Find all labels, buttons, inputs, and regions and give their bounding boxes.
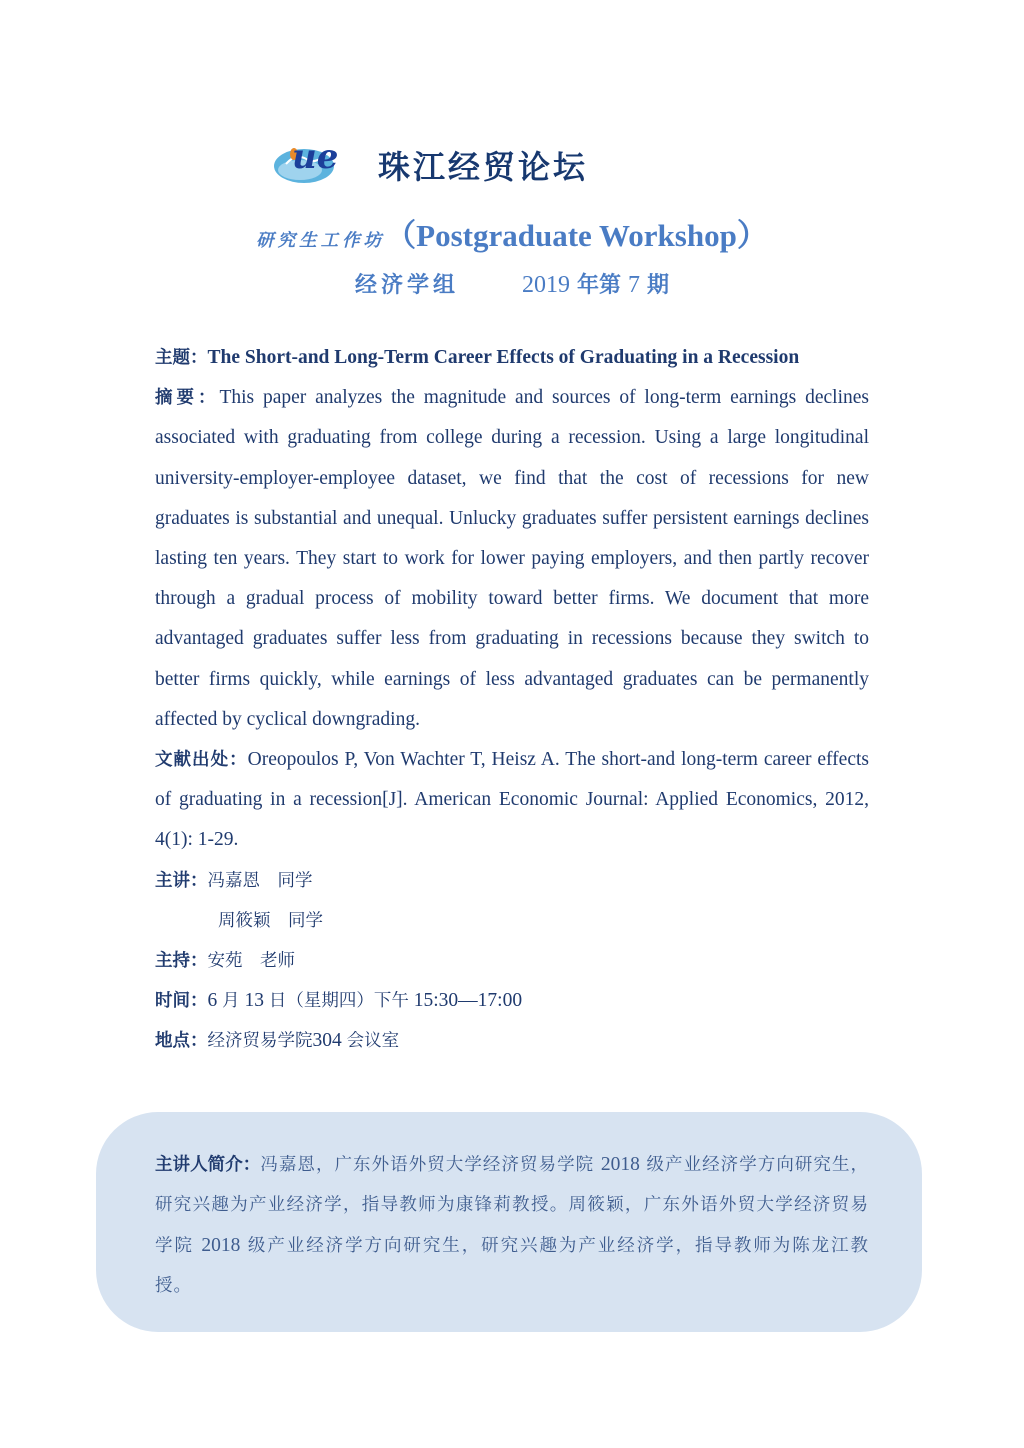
time-month: 月	[222, 991, 240, 1012]
workshop-title-cn: 研究生工作坊	[256, 231, 386, 251]
topic-text: The Short-and Long-Term Career Effects of Graduating in a Recession	[207, 347, 800, 368]
reference-label: 文献出处：	[155, 750, 248, 771]
time-month-num: 6	[207, 990, 218, 1012]
speakers-line	[155, 861, 869, 901]
workshop-title-en: （Postgraduate Workshop）	[385, 218, 768, 253]
issue-line	[0, 268, 1024, 299]
time-day-week: 日（星期四）下午	[268, 991, 409, 1012]
abstract-text: This paper analyzes the magnitude and sources of long-term earnings declines associated with graduating from college during a recession. Using a large longitudinal university-employer-employee dataset, we find that the cost of recessions for new graduates is substantial and unequal. Unlucky graduates suffer persistent earnings declines lasting ten years. They start to work for lower paying employers, and then partly recover through a gradual process of mobility toward better firms. We document that more advantaged graduates suffer less from graduating in recessions because they switch to better firms quickly, while earnings of less advantaged graduates can be permanently affected by cyclical downgrading.	[155, 387, 869, 730]
seminar-details	[155, 338, 869, 1062]
speaker-intro-year1: 2018	[600, 1154, 640, 1175]
speakers-line-2	[155, 901, 869, 941]
location-line	[155, 1021, 869, 1061]
forum-title: 珠江经贸论坛	[378, 148, 589, 186]
reference-text: Oreopoulos P, Von Wachter T, Heisz A. The short-and long-term career effects of graduating in a recession[J]. American Economic Journal: Applied Economics, 2012, 4(1): 1-29.	[155, 749, 869, 851]
time-line	[155, 981, 869, 1021]
speaker-intro-year2: 2018	[201, 1234, 241, 1256]
speaker-intro-label: 主讲人简介：	[155, 1155, 261, 1175]
speaker-intro-part3: 级产业经济学方向研究生，研究兴趣为产业经济学，指导教师为陈龙江教授。	[155, 1235, 870, 1296]
topic-label: 主题：	[155, 348, 208, 368]
location-label: 地点：	[155, 1031, 208, 1052]
host-line	[155, 941, 869, 981]
topic-line	[155, 338, 869, 378]
reference-paragraph	[155, 740, 869, 861]
abstract-label: 摘要：	[155, 388, 220, 409]
workshop-title	[0, 210, 1024, 255]
host-name: 安苑 老师	[207, 951, 295, 972]
location-room: 304	[312, 1030, 342, 1052]
group-name: 经济学组	[354, 272, 459, 298]
speaker-intro-part1: 冯嘉恩，广东外语外贸大学经济贸易学院	[260, 1155, 595, 1175]
abstract-paragraph	[155, 378, 869, 740]
speaker-1: 冯嘉恩 同学	[207, 870, 313, 891]
issue-number: 7	[628, 272, 640, 298]
time-label: 时间：	[155, 991, 208, 1012]
forum-logo	[272, 134, 350, 186]
speaker-intro-part2: 级产业经济学方向研究生，研究兴趣为产业经济学，指导教师为康锋莉教授。周筱颖，广东外语外贸大学经济贸易学院	[155, 1155, 870, 1256]
issue-year: 2019	[521, 272, 570, 298]
speakers-label: 主讲：	[155, 870, 208, 891]
location-building: 经济贸易学院	[207, 1031, 313, 1052]
location-room-type: 会议室	[346, 1031, 400, 1052]
time-day-num: 13	[244, 990, 264, 1012]
issue-prefix: 年第	[576, 272, 621, 298]
logo-letters: ue	[292, 137, 339, 177]
host-label: 主持：	[155, 951, 208, 972]
speaker-intro-text	[155, 1145, 869, 1306]
speaker-2: 周筱颖 同学	[218, 910, 323, 931]
time-clock: 15:30—17:00	[413, 990, 523, 1012]
issue-suffix: 期	[647, 272, 670, 298]
